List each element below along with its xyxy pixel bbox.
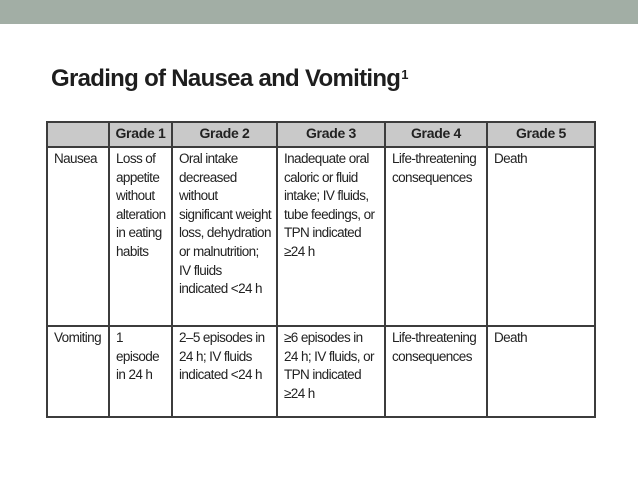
table-cell: Death [487,147,595,326]
header-cell-grade-1: Grade 1 [109,122,172,147]
row-label-vomiting: Vomiting [47,326,109,417]
header-cell-empty [47,122,109,147]
slide-title [51,64,408,94]
table-cell: Life-threatening consequences [385,326,487,417]
row-label-nausea: Nausea [47,147,109,326]
header-row [47,122,595,147]
table-cell: 1 episode in 24 h [109,326,172,417]
header-cell-grade-4: Grade 4 [385,122,487,147]
table-row-vomiting [47,326,595,417]
header-cell-grade-2: Grade 2 [172,122,277,147]
header-cell-grade-5: Grade 5 [487,122,595,147]
title-footnote-marker: 1 [401,67,408,82]
header-cell-grade-3: Grade 3 [277,122,385,147]
table-cell: Oral intake decreased without significant weight loss, dehydration or malnutrition; IV fluids indicated <24 h [172,147,277,326]
table-cell: Life-threatening consequences [385,147,487,326]
table-cell: Inadequate oral caloric or fluid intake; IV fluids, tube feedings, or TPN indicated ≥24 h [277,147,385,326]
table-cell: Loss of appetite without alteration in eating habits [109,147,172,326]
grading-table [46,121,596,418]
table-cell: 2–5 episodes in 24 h; IV fluids indicated <24 h [172,326,277,417]
table-row-nausea [47,147,595,326]
table-cell: Death [487,326,595,417]
slide-title-text: Grading of Nausea and Vomiting [51,65,401,92]
table-cell: ≥6 episodes in 24 h; IV fluids, or TPN indicated ≥24 h [277,326,385,417]
top-accent-band [0,0,638,24]
